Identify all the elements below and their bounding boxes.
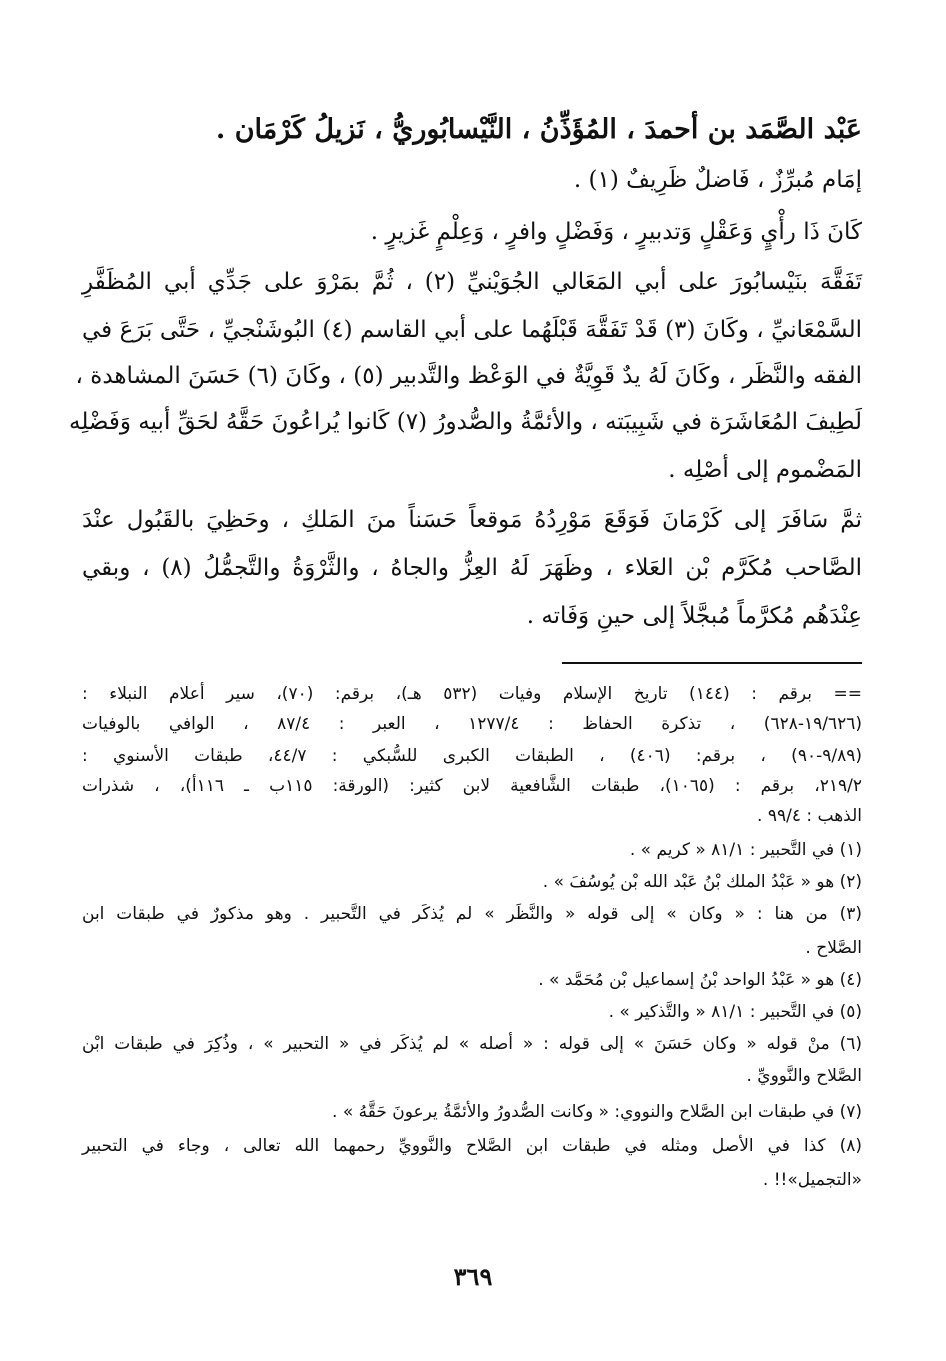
main-text-line: إمَام مُبرِّزٌ ، فَاضلٌ ظَرِيفٌ (١) .: [573, 167, 862, 193]
main-text-line: المَضْموم إلى أصْلِه .: [668, 457, 862, 483]
page-number: ٣٦٩: [453, 1262, 493, 1291]
footnote-line: (٤) هو « عَبْدُ الواحد بْنُ إسماعيل بْن مُحَمَّد » .: [538, 970, 862, 990]
main-text-line: لَطِيفَ المُعَاشَرَة في شَبِيبَته ، والأئمَّةُ والصُّدورُ (٧) كَانوا يُراعُونَ حَقَّهُ لحَقِّ أبيه وَفَضْلِه: [68, 409, 862, 435]
main-text-line: تَفَقَّهَ بنَيْسابُورَ على أبي المَعَالي الجُوَيْنيِّ (٢) ، ثُمَّ بمَرْوَ على جَدِّي أبي المُظَفَّرِ: [82, 269, 862, 295]
main-text-line: كَانَ ذَا رأْيٍ وَعَقْلٍ وَتدبيرٍ ، وَفَضْلٍ وافرٍ ، وَعِلْمٍ غَزيرٍ .: [370, 219, 862, 245]
footnote-line: (٣) من هنا : « وكان » إلى قوله « والنَّظَر » لم يُذكَر في التَّحبير . وهو مذكورٌ في طبقات ابن: [82, 904, 862, 924]
footnote-line: (٢) هو « عَبْدُ الملك بْنُ عَبْد الله بْن يُوسُفَ » .: [542, 872, 862, 892]
footnote-line: (٧) في طبقات ابن الصَّلاح والنووي: « وكانت الصُّدورُ والأئمَّةُ يرعونَ حَقَّهُ » .: [332, 1102, 862, 1122]
footnote-separator: [562, 662, 862, 664]
entry-title: عَبْد الصَّمَد بن أحمدَ ، المُؤَذِّنُ ، النَّيْسابُوريُّ ، نَزيلُ كَرْمَان .: [215, 114, 862, 145]
footnote-line: الذهب : ٩٩/٤ .: [757, 806, 862, 826]
footnote-line: «التجميل»!! .: [762, 1170, 862, 1190]
footnote-line: == برقم : (١٤٤) تاريخ الإسلام وفيات (٥٣٢ هـ)، برقم: (٧٠)، سير أعلام النبلاء :: [82, 684, 862, 704]
main-text-line: الفقه والنَّظَر ، وكَانَ لَهُ يدٌ قَوِيَّةٌ في الوَعْظ والتَّدبير (٥) ، وكَانَ (٦) حَسَنَ المشاهدة ،: [75, 363, 862, 389]
main-text-line: عِنْدَهُم مُكرَّماً مُبجَّلاً إلى حينِ وَفَاته .: [526, 603, 862, 629]
footnote-line: الصَّلاح والنَّوويِّ .: [746, 1066, 862, 1086]
footnote-line: (٨) كذا في الأصل ومثله في طبقات ابن الصَّلاح والنَّوويِّ رحمهما الله تعالى ، وجاء في التحبير: [82, 1136, 862, 1156]
footnote-line: (١٩/٦٢٦-٦٢٨) ، تذكرة الحفاظ : ١٢٧٧/٤ ، العبر : ٨٧/٤ ، الوافي بالوفيات: [82, 714, 863, 734]
main-text-line: الصَّاحب مُكَرَّم بْن العَلاء ، وظَهَرَ لَهُ العِزُّ والجاهُ ، والثَّرْوَةُ والتَّجمُّلُ (٨) ، وبقي: [82, 555, 862, 581]
footnote-line: ٢١٩/٢، برقم : (١٠٦٥)، طبقات الشَّافعية لابن كثير: (الورقة: ١١٥ب ـ ١١٦أ)، ، شذرات: [82, 776, 862, 796]
footnote-line: (٩/٨٩-٩٠) ، برقم: (٤٠٦) ، الطبقات الكبرى للسُّبكي : ٤٤/٧، طبقات الأسنوي :: [82, 746, 862, 766]
main-text-line: ثمَّ سَافَرَ إلى كَرْمَانَ فَوَقَعَ مَوْرِدُهُ مَوقعاً حَسَناً منَ المَلكِ ، وحَظِيَ بالقَبُول عنْدَ: [82, 507, 862, 533]
main-text-line: السَّمْعَانيِّ ، وكَانَ (٣) قَدْ تَفَقَّهَ قَبْلَهُما على أبي القاسم (٤) البُوشَنْجيِّ ، حَتَّى بَرَعَ في: [82, 317, 862, 343]
footnote-line: (٦) منْ قوله « وكان حَسَنَ » إلى قوله : « أصله » لم يُذكَر في « التحبير » ، وذُكِرَ في طبقات ابْن: [82, 1034, 862, 1054]
footnote-line: (١) في التَّحبير : ٨١/١ « كريم » .: [629, 840, 862, 860]
footnote-line: (٥) في التَّحبير : ٨١/١ « والتَّذكير » .: [608, 1002, 862, 1022]
footnote-line: الصَّلاح .: [805, 938, 862, 958]
